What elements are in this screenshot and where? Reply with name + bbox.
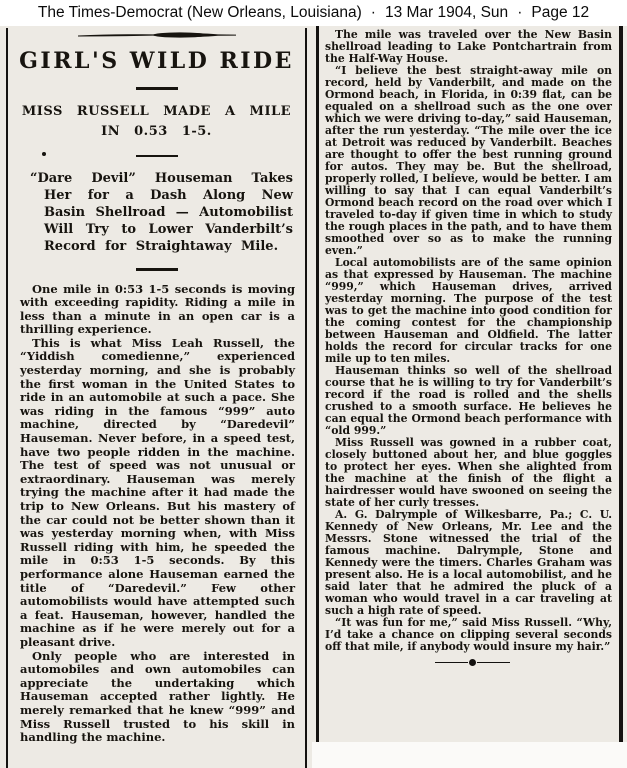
newspaper-title: The Times-Democrat (New Orleans, Louisiana) bbox=[37, 4, 362, 21]
end-rule-dot bbox=[469, 659, 476, 666]
article-deck: “Dare Devil” Houseman Takes Her for a Dash Along New Basin Shellroad — Automobilist Will Try to Lower Vanderbilt’s Record for Straightaway Mile. bbox=[30, 171, 293, 254]
clipping-edge-bottom-right bbox=[312, 742, 627, 768]
paragraph: “I believe the best straight-away mile on record, held by Vanderbilt, and made on the Ormond beach, in Florida, in 0:39 flat, can be equaled on a shellroad such as the one over which we were driving to-day,” said Hauseman, after the run yesterday. “The mile over the ice at Detroit was reduced by Vanderbilt. Beaches are thought to offer the best running ground for autos. They may be. But the shellroad, properly rolled, I believe, would be better. I am willing to say that I can equal Vanderbilt’s Ormond beach record on the road over which I traveled to-day if given time in which to study the rough places in the path, and to have them smoothed over so as to make the running even.” bbox=[325, 64, 612, 257]
paragraph: Local automobilists are of the same opinion as that expressed by Hauseman. The machine “999,” which Hauseman drives, arrived yesterday morning. The purpose of the test was to get the machine into good condition for the coming contest for the championship between Hauseman and Oldfield. The latter holds the record for circular tracks for one mile up to ten miles. bbox=[325, 256, 612, 365]
end-rule-line bbox=[435, 662, 468, 664]
section-divider bbox=[136, 155, 178, 158]
column-rule-left-inner bbox=[305, 28, 307, 768]
article-headline: GIRL'S WILD RIDE bbox=[19, 48, 294, 74]
header-separator: · bbox=[517, 4, 523, 21]
page-number: Page 12 bbox=[531, 4, 590, 21]
column-rule-right-outer bbox=[619, 26, 623, 742]
ink-speck bbox=[42, 152, 46, 156]
paragraph: One mile in 0:53 1-5 seconds is moving with exceeding rapidity. Riding a mile in less than a minute in an open car is a thrilling experience. bbox=[20, 281, 295, 337]
section-divider bbox=[136, 87, 178, 90]
paragraph: Miss Russell was gowned in a rubber coat, closely buttoned about her, and blue goggles to protect her eyes. When she alighted from the machine at the finish of the flight a hairdresser would have swooned on seeing the state of her curly tresses. bbox=[325, 436, 612, 509]
headline-top-rule-ornament bbox=[78, 31, 236, 39]
paragraph: This is what Miss Leah Russell, the “Yiddish comedienne,” experienced yesterday morning, and she is probably the first woman in the United States to ride in an automobile at such a pace. She was riding in the famous “999” auto machine, directed by “Daredevil” Hauseman. Never before, in a speed test, have two people ridden in the machine. The test of speed was not unusual or extraordinary. Hauseman was merely trying the machine after it had made the trip to New Orleans. But his mastery of the car could not be better shown than it was yesterday morning when, with Miss Russell riding with him, he speeded the mile in 0:53 1-5 seconds. By this performance alone Hauseman earned the title of “Daredevil.” Few other automobilists would have attempted such a feat. Hauseman, however, handled the machine as if he were merely out for a pleasant drive. bbox=[20, 335, 295, 649]
right-column bbox=[325, 29, 614, 666]
header-separator: · bbox=[370, 4, 376, 21]
article-end-rule bbox=[328, 659, 617, 666]
column-rule-right-inner bbox=[316, 26, 319, 742]
clipping-header bbox=[0, 0, 627, 26]
paragraph: “It was fun for me,” said Miss Russell. “Why, I’d take a chance on clipping several seconds off that mile, if anybody would insure my hair.” bbox=[325, 616, 612, 653]
column-rule-left-outer bbox=[6, 28, 8, 768]
paragraph: Only people who are interested in automobiles and own automobiles can appreciate the undertaking which Hauseman accepted rather lightly. He merely remarked that he knew “999” and Miss Russell trusted to his skill in handling the machine. bbox=[20, 648, 295, 745]
end-rule-line bbox=[477, 662, 510, 664]
article-subhead: MISS RUSSELL MADE A MILE IN 0.53 1-5. bbox=[21, 103, 292, 139]
newsprint-area bbox=[0, 26, 627, 768]
paragraph: The mile was traveled over the New Basin shellroad leading to Lake Pontchartrain from the Half-Way House. bbox=[325, 28, 612, 65]
section-divider bbox=[136, 268, 178, 271]
clipping-date: 13 Mar 1904, Sun bbox=[384, 4, 509, 21]
paragraph: Hauseman thinks so well of the shellroad course that he is willing to try for Vanderbilt’s record if the road is rolled and the shells crushed to a smooth surface. He believes he can equal the Ormond beach performance with “old 999.” bbox=[325, 364, 612, 437]
paragraph: A. G. Dalrymple of Wilkesbarre, Pa.; C. U. Kennedy of New Orleans, Mr. Lee and the Messrs. Stone witnessed the trial of the famous machine. Dalrymple, Stone and Kennedy were the timers. Charles Graham was present also. He is a local automobilist, and he said later that he admired the pluck of a woman who would travel in a car traveling at such a high rate of speed. bbox=[325, 508, 612, 617]
left-column bbox=[10, 26, 303, 745]
